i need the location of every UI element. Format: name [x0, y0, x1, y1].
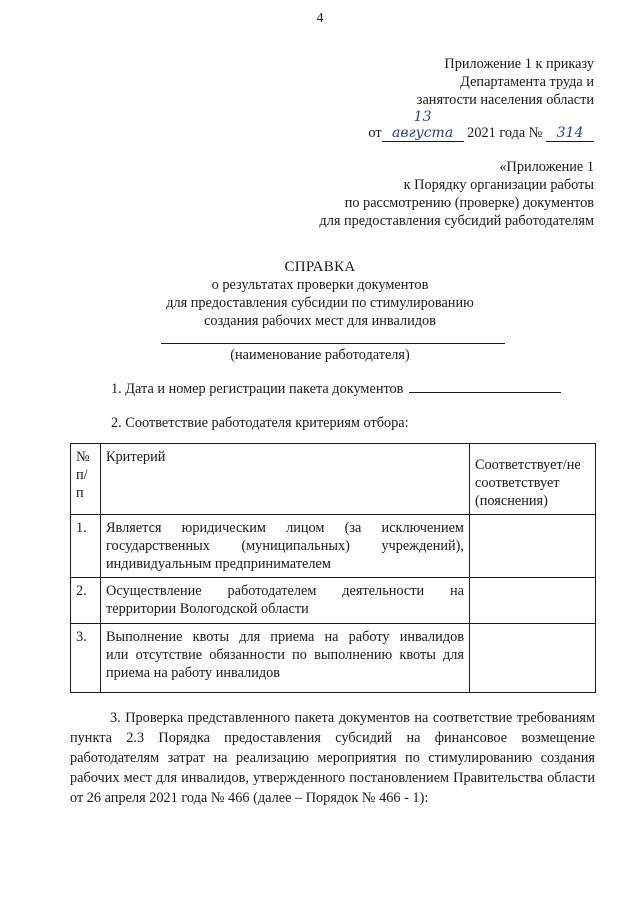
criterion-line: территории Вологодской области [106, 601, 309, 617]
row-num: 1. [71, 515, 101, 578]
appendix-procedure-line: для предоставления субсидий работодателям [319, 213, 594, 229]
criterion-line: индивидуальным предпринимателем [106, 556, 331, 572]
row-criterion [101, 578, 470, 624]
item-3-paragraph: 3. Проверка представленного пакета документов на соответствие требованиям пункта 2.3 Порядка предоставления субсидий на финансовое возмещение работодателям затрат на реализацию мероприятия по стимулированию создания рабочих мест для инвалидов, утвержденного постановлением Правительства области от 26 апреля 2021 года № 466 (далее – Порядок № 466 - 1): [70, 710, 595, 806]
employer-caption: (наименование работодателя) [230, 347, 410, 363]
row-compliance [470, 578, 596, 624]
date-prefix: от [368, 125, 382, 141]
table-row [71, 624, 596, 693]
header-compliance [470, 444, 596, 515]
handwritten-number: 314 [546, 125, 594, 142]
row-criterion [101, 624, 470, 693]
appendix-order-block [368, 55, 594, 142]
document-title: СПРАВКА [284, 259, 356, 275]
criterion-line: государственных (муниципальных) учреждений), [106, 538, 464, 554]
criterion-line: Выполнение квоты для приема на работу инвалидов [106, 629, 464, 645]
header-compliance-line: Соответствует/не [475, 457, 581, 473]
employer-name-line [161, 343, 505, 344]
appendix-procedure-block [319, 158, 594, 230]
subtitle-line: для предоставления субсидии по стимулированию [166, 295, 474, 311]
row-compliance [470, 515, 596, 578]
header-num-line: № [76, 449, 90, 465]
criteria-table [70, 443, 596, 693]
appendix-procedure-line: по рассмотрению (проверке) документов [344, 195, 594, 211]
criterion-line: Является юридическим лицом (за исключением [106, 520, 464, 536]
appendix-procedure-line: к Порядку организации работы [403, 177, 594, 193]
subtitle-line: создания рабочих мест для инвалидов [204, 313, 436, 329]
appendix-order-date-line [368, 109, 594, 142]
appendix-order-line: занятости населения области [416, 92, 594, 108]
item-1 [111, 379, 561, 398]
row-criterion [101, 515, 470, 578]
row-num: 3. [71, 624, 101, 693]
table-row [71, 515, 596, 578]
year-text: 2021 года № [467, 125, 543, 141]
table-header-row [71, 444, 596, 515]
criterion-line: приема на работу инвалидов [106, 665, 281, 681]
header-compliance-line: соответствует [475, 475, 560, 491]
header-criterion: Критерий [101, 444, 470, 515]
item-2: 2. Соответствие работодателя критериям отбора: [111, 415, 409, 431]
criterion-line: Осуществление работодателем деятельности на [106, 583, 464, 599]
header-num-line: п/п [76, 467, 88, 501]
criterion-line: или отсутствие обязанности по выполнению квоты для [106, 647, 464, 663]
item-1-text: 1. Дата и номер регистрации пакета документов [111, 381, 404, 397]
row-num: 2. [71, 578, 101, 624]
page-number: 4 [316, 11, 324, 26]
handwritten-date: 13 августа [382, 109, 464, 142]
registration-blank-line [409, 379, 561, 393]
appendix-order-line: Приложение 1 к приказу [444, 56, 594, 72]
subtitle-line: о результатах проверки документов [211, 277, 429, 293]
appendix-order-line: Департамента труда и [460, 74, 594, 90]
row-compliance [470, 624, 596, 693]
appendix-procedure-line: «Приложение 1 [499, 159, 594, 175]
header-num [71, 444, 101, 515]
table-row [71, 578, 596, 624]
header-compliance-line: (пояснения) [475, 493, 548, 509]
